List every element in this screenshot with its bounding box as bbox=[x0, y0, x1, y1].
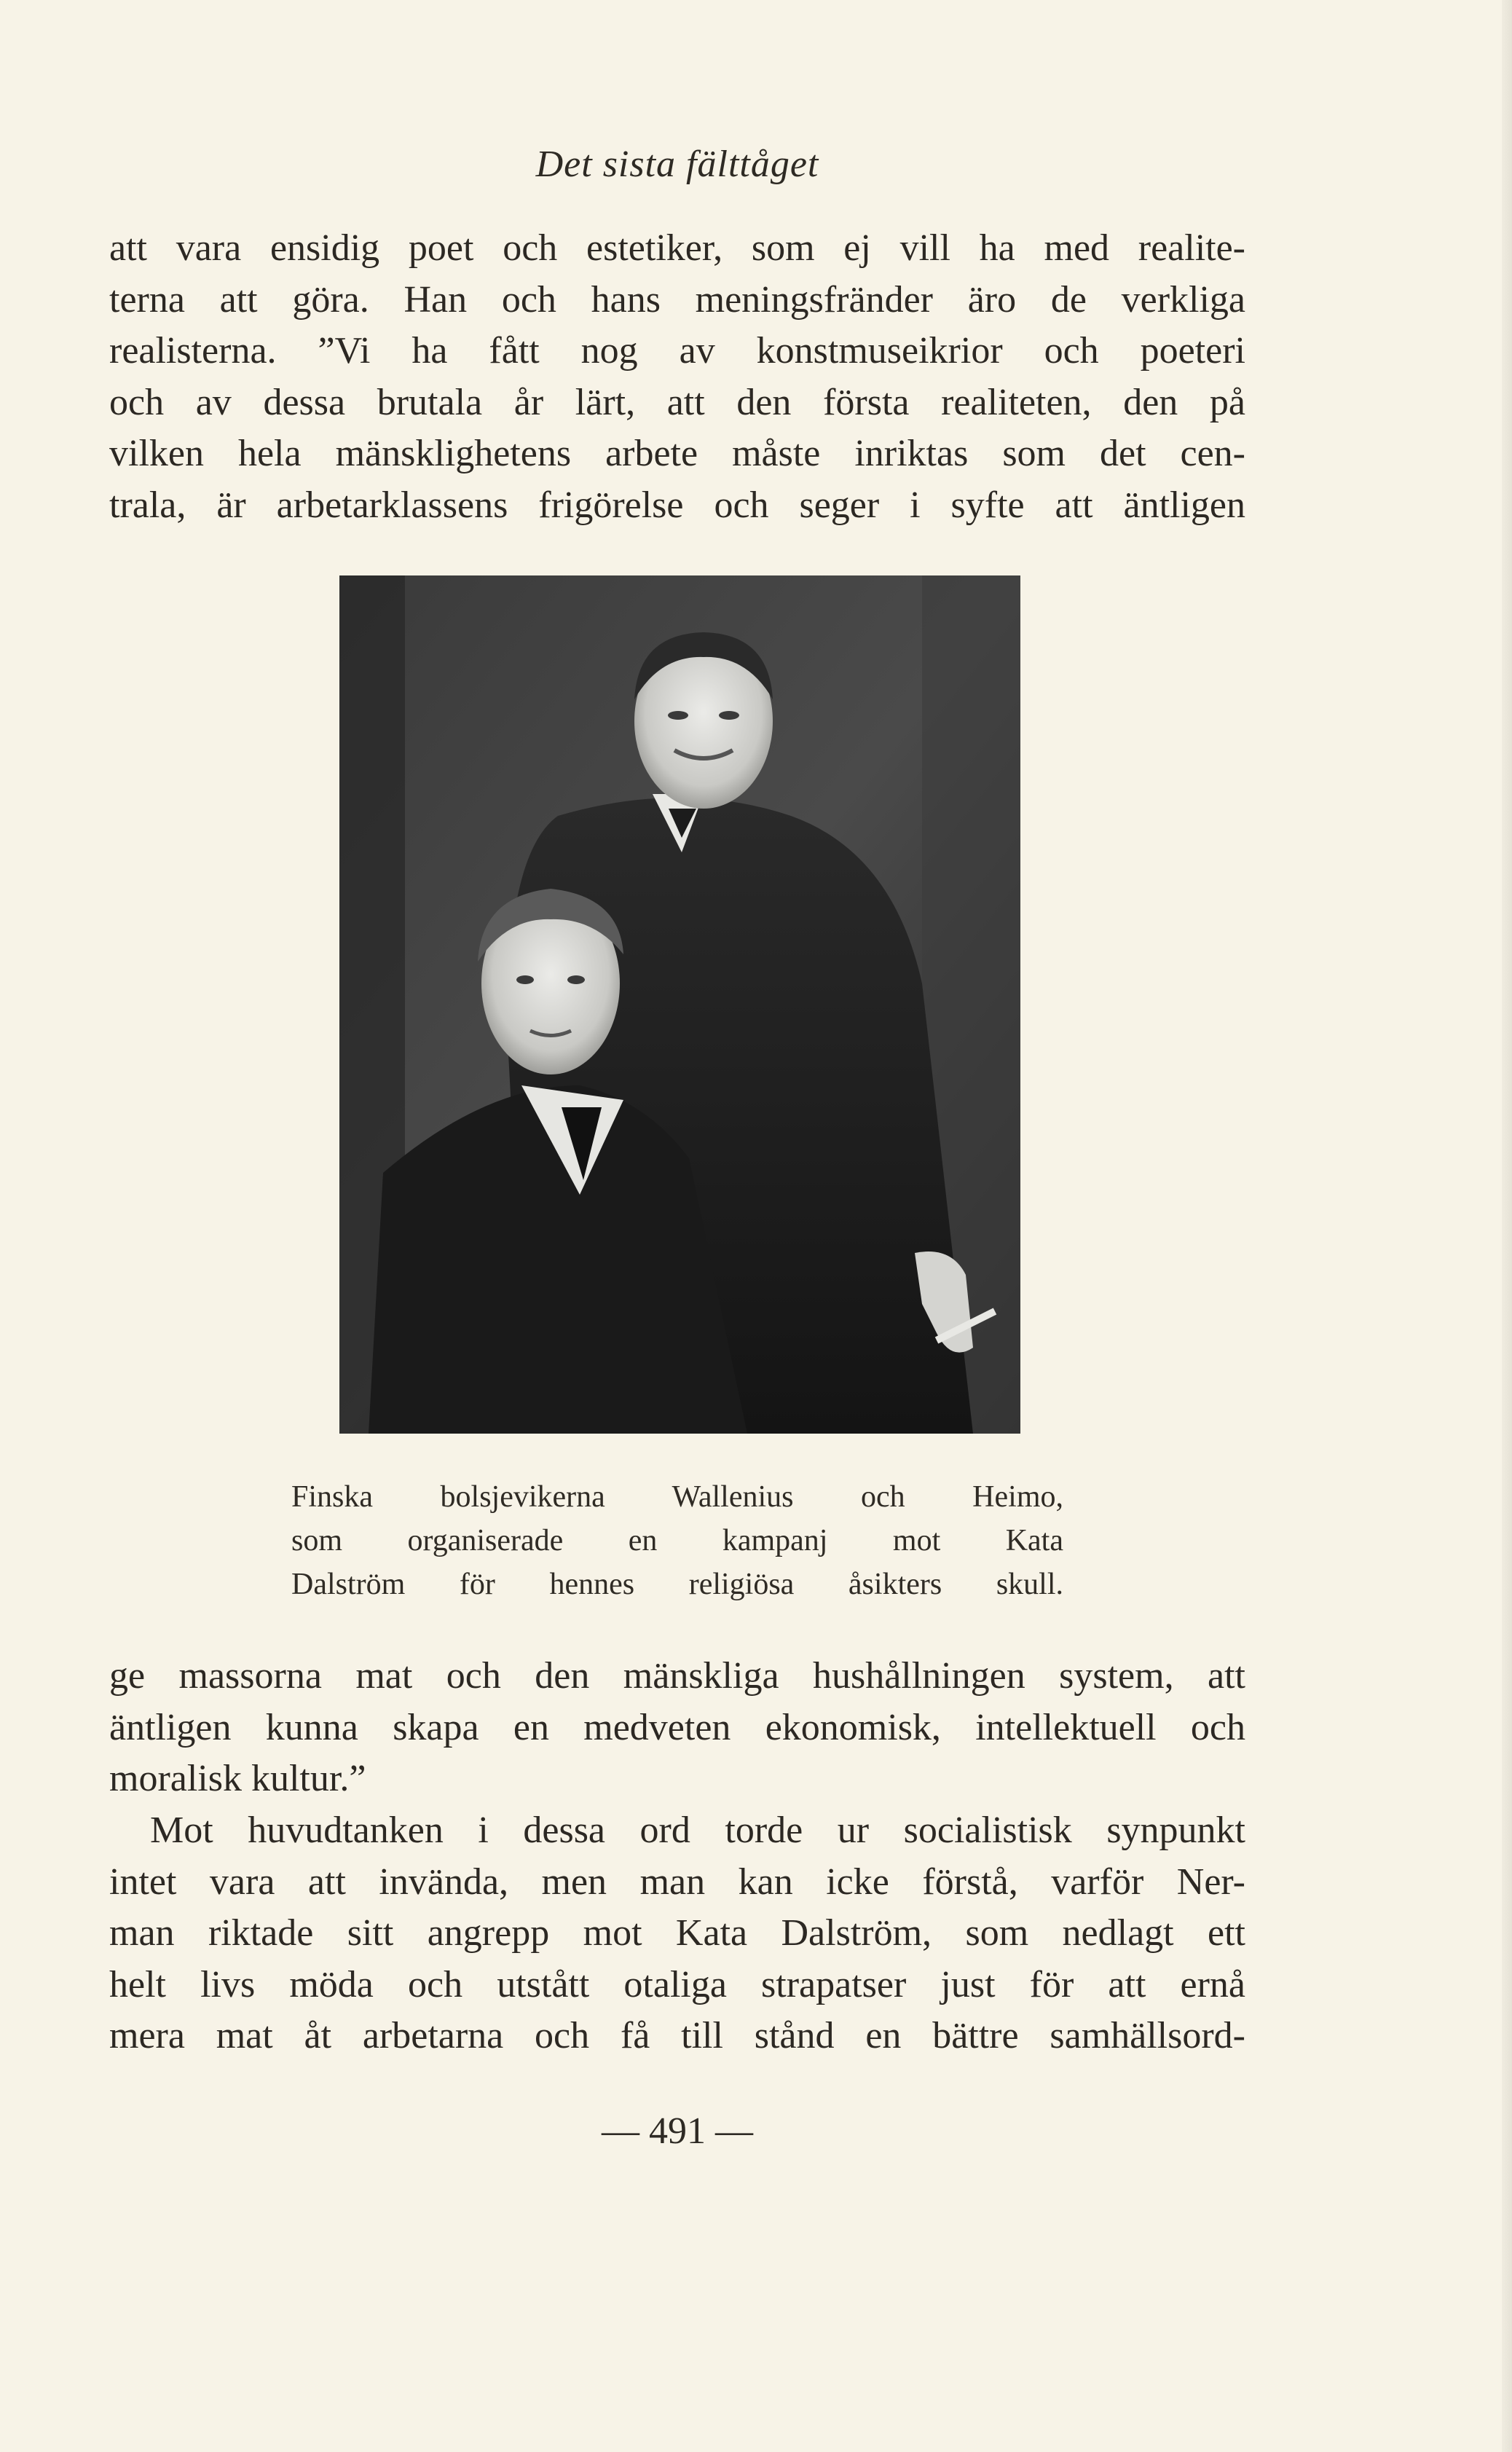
caption-line: som organiserade en kampanj mot Kata bbox=[291, 1524, 1063, 1557]
text-line: trala, är arbetarklassens frigörelse och seger i syfte att äntligen bbox=[109, 484, 1245, 526]
caption-line: Dalström för hennes religiösa åsikters skull. bbox=[291, 1568, 1063, 1601]
running-head: Det sista fälttåget bbox=[535, 144, 819, 185]
photo-caption bbox=[291, 1475, 1063, 1606]
text-line: vilken hela mänsklighetens arbete måste inriktas som det cen- bbox=[109, 433, 1245, 474]
text-line: intet vara att invända, men man kan icke förstå, varför Ner- bbox=[109, 1860, 1245, 1903]
text-line: moralisk kultur.” bbox=[109, 1758, 366, 1799]
text-line: att vara ensidig poet och estetiker, som ej vill ha med realite- bbox=[109, 227, 1245, 269]
caption-line: Finska bolsjevikerna Wallenius och Heimo, bbox=[291, 1480, 1063, 1514]
text-line: terna att göra. Han och hans meningsfränder äro de verkliga bbox=[109, 278, 1245, 321]
page-number: — 491 — bbox=[602, 2110, 753, 2152]
text-line: och av dessa brutala år lärt, att den första realiteten, den på bbox=[109, 381, 1245, 423]
top-paragraph bbox=[109, 223, 1245, 531]
text-line: ge massorna mat och den mänskliga hushållningen system, att bbox=[109, 1655, 1245, 1697]
text-line: mera mat åt arbetarna och få till stånd en bättre samhällsord- bbox=[109, 2015, 1245, 2056]
text-line: äntligen kunna skapa en medveten ekonomisk, intellektuell och bbox=[109, 1706, 1245, 1748]
continued-paragraph bbox=[109, 1651, 1245, 1805]
second-paragraph bbox=[109, 1805, 1245, 2062]
text-line: Mot huvudtanken i dessa ord torde ur socialistisk synpunkt bbox=[150, 1809, 1245, 1851]
portrait-photo bbox=[339, 575, 1020, 1434]
text-line: man riktade sitt angrepp mot Kata Dalström, som nedlagt ett bbox=[109, 1912, 1245, 1954]
text-line: helt livs möda och utstått otaliga strapatser just för att ernå bbox=[109, 1963, 1245, 2005]
text-line: realisterna. ”Vi ha fått nog av konstmuseikrior och poeteri bbox=[109, 330, 1245, 372]
